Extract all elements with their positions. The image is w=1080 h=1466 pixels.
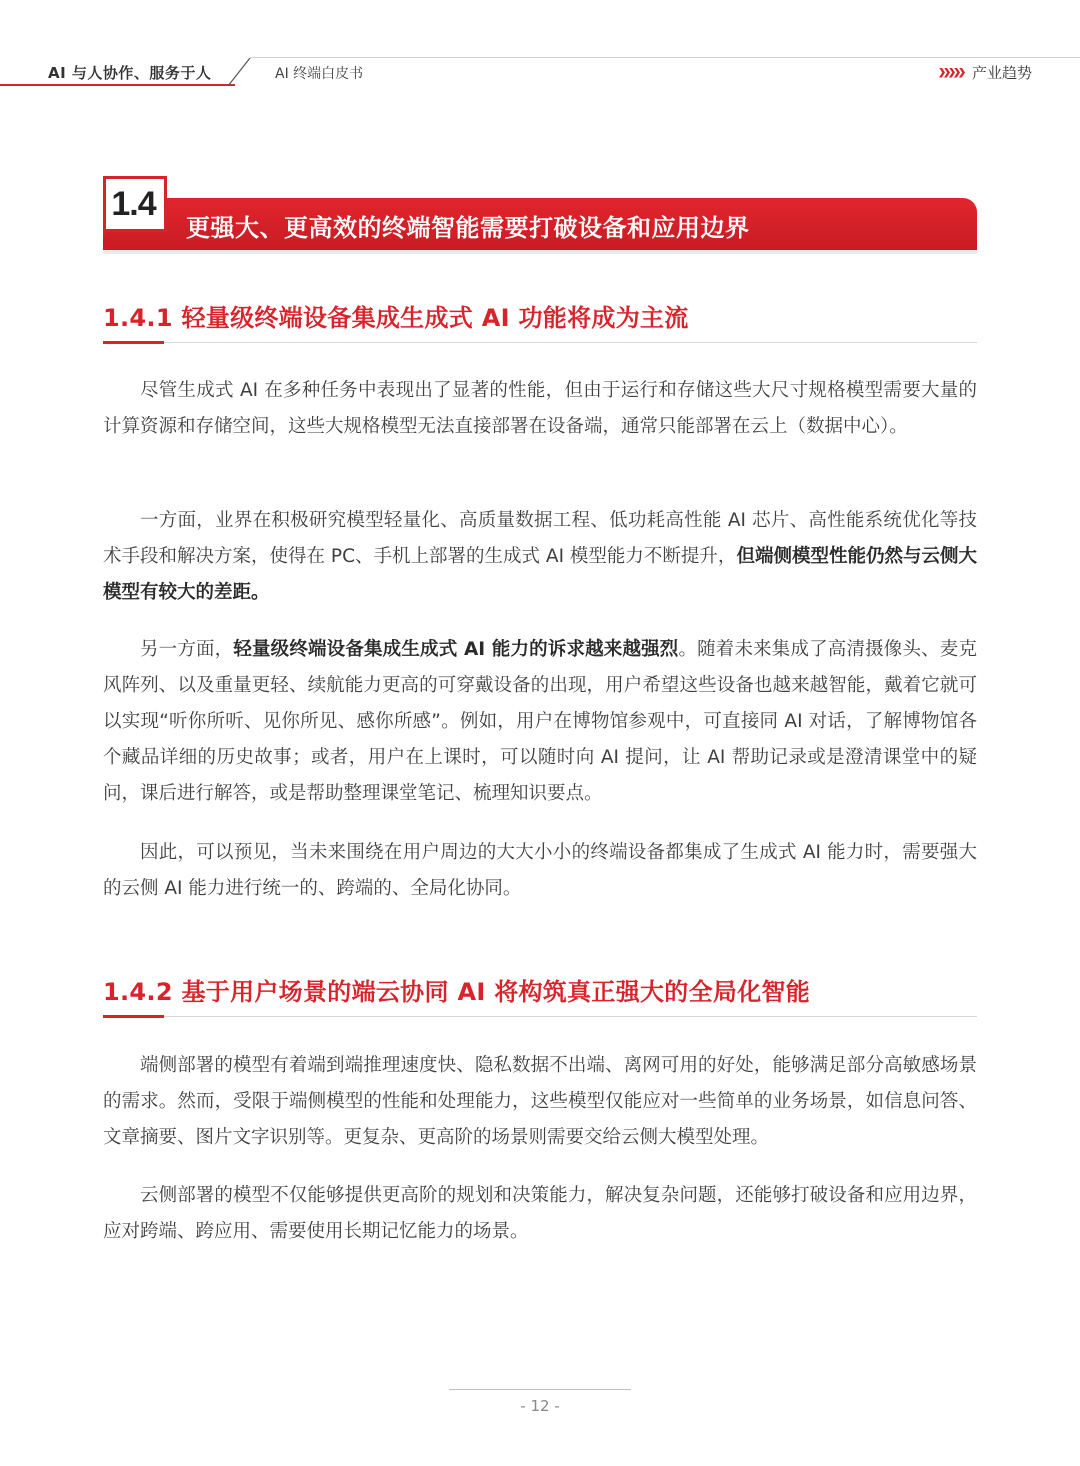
paragraph-2-bold: 但端侧模型性能仍然与云侧大模型有较大的差距。 — [103, 546, 977, 603]
paragraph-3-text: 。随着未来集成了高清摄像头、麦克风阵列、以及重量更轻、续航能力更高的可穿戴设备的出现，用户希望这些设备也越来越智能，戴着它就可以实现“听你所听、见你所见、感你所感”。例如，用户在博物馆参观中，可直接同 AI 对话，了解博物馆各个藏品详细的历史故事；或者，用户在上课时，可以随时向 AI 提问，让 AI 帮助记录或是澄清课堂中的疑问，课后进行解答，或是帮助整理课堂笔记、梳理知识要点。 — [103, 639, 977, 804]
footer-rule — [449, 1389, 631, 1390]
paragraph-2 — [103, 503, 977, 611]
paragraph-4: 因此，可以预见，当未来围绕在用户周边的大大小小的终端设备都集成了生成式 AI 能力时，需要强大的云侧 AI 能力进行统一的、跨端的、全局化协同。 — [103, 842, 977, 899]
subsection-rule-accent-2 — [103, 1015, 164, 1018]
header-left-title: AI 与人协作、服务于人 — [48, 64, 212, 82]
header-accent-rule — [0, 84, 235, 86]
page-number: - 12 - — [520, 1397, 560, 1415]
header-top-rule — [250, 57, 1080, 58]
section-title: 更强大、更高效的终端智能需要打破设备和应用边界 — [186, 214, 750, 242]
section-banner — [103, 184, 977, 250]
subsection-title-2: 1.4.2 基于用户场景的端云协同 AI 将构筑真正强大的全局化智能 — [103, 978, 811, 1006]
paragraph-5: 端侧部署的模型有着端到端推理速度快、隐私数据不出端、离网可用的好处，能够满足部分高敏感场景的需求。然而，受限于端侧模型的性能和处理能力，这些模型仅能应对一些简单的业务场景，如信息问答、文章摘要、图片文字识别等。更复杂、更高阶的场景则需要交给云侧大模型处理。 — [103, 1055, 977, 1148]
header-slash-divider — [226, 58, 252, 86]
paragraph-2-text: 一方面，业界在积极研究模型轻量化、高质量数据工程、低功耗高性能 AI 芯片、高性能系统优化等技术手段和解决方案，使得在 PC、手机上部署的生成式 AI 模型能力不断提升， — [103, 510, 977, 567]
chevrons-right-icon — [939, 68, 964, 78]
subsection-heading-1 — [103, 298, 977, 333]
paragraph-3-lead: 另一方面， — [140, 639, 234, 660]
header-section-label — [939, 62, 1032, 83]
section-number: 1.4 — [111, 184, 156, 223]
subsection-rule-accent-1 — [103, 341, 164, 344]
header-section-text: 产业趋势 — [971, 64, 1032, 82]
header-doc-title: AI 终端白皮书 — [275, 66, 364, 82]
paragraph-6: 云侧部署的模型不仅能够提供更高阶的规划和决策能力，解决复杂问题，还能够打破设备和应用边界，应对跨端、跨应用、需要使用长期记忆能力的场景。 — [103, 1185, 977, 1242]
paragraph-1: 尽管生成式 AI 在多种任务中表现出了显著的性能，但由于运行和存储这些大尺寸规格模型需要大量的计算资源和存储空间，这些大规格模型无法直接部署在设备端，通常只能部署在云上（数据中心）。 — [103, 380, 977, 437]
subsection-title-1: 1.4.1 轻量级终端设备集成生成式 AI 功能将成为主流 — [103, 304, 689, 332]
subsection-rule-2 — [103, 1016, 977, 1017]
section-number-box — [103, 176, 167, 232]
paragraph-3 — [103, 632, 977, 812]
paragraph-3-bold: 轻量级终端设备集成生成式 AI 能力的诉求越来越强烈 — [233, 639, 679, 660]
subsection-heading-2 — [103, 972, 977, 1007]
subsection-rule-1 — [103, 342, 977, 343]
